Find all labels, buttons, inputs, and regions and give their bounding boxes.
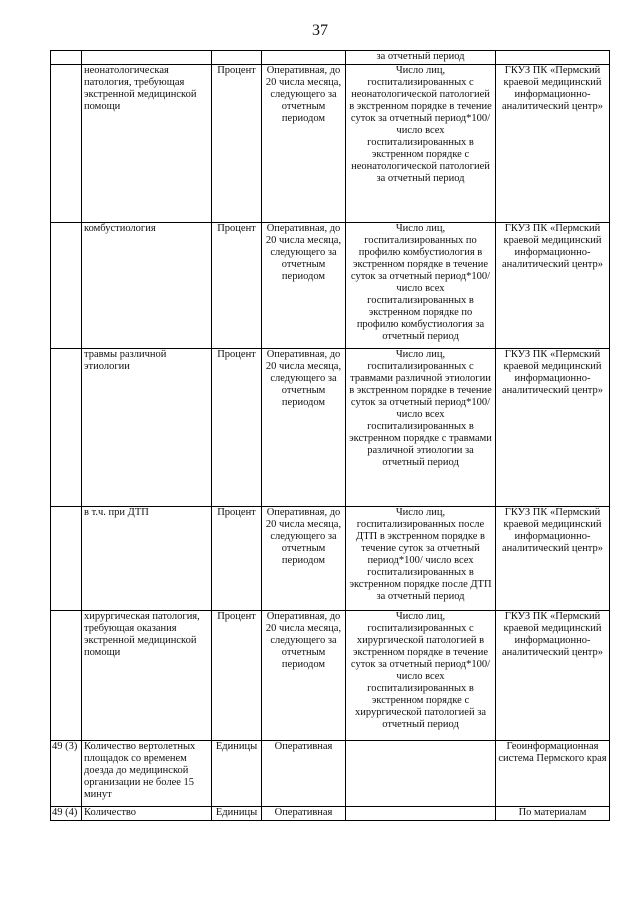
indicators-table	[50, 50, 610, 821]
source-cell: ГКУЗ ПК «Пермский краевой медицинский информационно-аналитический центр»	[496, 223, 610, 349]
table-row-continuation	[51, 51, 610, 65]
source-cell: ГКУЗ ПК «Пермский краевой медицинский информационно-аналитический центр»	[496, 611, 610, 741]
unit-cell: Единицы	[212, 807, 262, 821]
unit-cell: Единицы	[212, 741, 262, 807]
source-cell: Геоинформационная система Пермского края	[496, 741, 610, 807]
indicator-name-cell: Количество	[82, 807, 212, 821]
periodicity-cell: Оперативная, до 20 числа месяца, следующего за отчетным периодом	[262, 611, 346, 741]
table-row	[51, 611, 610, 741]
unit-cell: Процент	[212, 507, 262, 611]
periodicity-cell: Оперативная	[262, 741, 346, 807]
row-number-cell	[51, 223, 82, 349]
indicator-name-cell: Количество вертолетных площадок со временем доезда до медицинской организации не более 15 минут	[82, 741, 212, 807]
unit-cell: Процент	[212, 223, 262, 349]
formula-cell: Число лиц, госпитализированных по профилю комбустиология в экстренном порядке в течение суток за отчетный период*100/ число всех госпитализированных в экстренном порядке по профилю комбустиология за отчетный период	[346, 223, 496, 349]
periodicity-cell: Оперативная, до 20 числа месяца, следующего за отчетным периодом	[262, 223, 346, 349]
continuation-cell: за отчетный период	[346, 51, 496, 65]
source-cell: По материалам	[496, 807, 610, 821]
row-number-cell	[51, 65, 82, 223]
periodicity-cell: Оперативная, до 20 числа месяца, следующего за отчетным периодом	[262, 507, 346, 611]
source-cell: ГКУЗ ПК «Пермский краевой медицинский информационно-аналитический центр»	[496, 349, 610, 507]
formula-cell: Число лиц, госпитализированных с травмами различной этиологии в экстренном порядке в течение суток за отчетный период*100/ число всех госпитализированных в экстренном порядке с травмами различной этиологии за отчетный период	[346, 349, 496, 507]
formula-cell	[346, 741, 496, 807]
formula-cell: Число лиц, госпитализированных с неонатологической патологией в экстренном порядке в течение суток за отчетный период*100/ число всех госпитализированных в экстренном порядке с неонатологической патологией за отчетный период	[346, 65, 496, 223]
table-row	[51, 349, 610, 507]
source-cell: ГКУЗ ПК «Пермский краевой медицинский информационно-аналитический центр»	[496, 507, 610, 611]
row-number-cell	[51, 349, 82, 507]
periodicity-cell: Оперативная, до 20 числа месяца, следующего за отчетным периодом	[262, 349, 346, 507]
row-number-cell	[51, 507, 82, 611]
table-row	[51, 807, 610, 821]
table-row	[51, 507, 610, 611]
formula-cell: Число лиц, госпитализированных с хирургической патологией в экстренном порядке в течение суток за отчетный период*100/число всех госпитализированных в экстренном порядке с хирургической патологией за отчетный период	[346, 611, 496, 741]
indicator-name-cell: хирургическая патология, требующая оказания экстренной медицинской помощи	[82, 611, 212, 741]
row-number-cell: 49 (4)	[51, 807, 82, 821]
source-cell: ГКУЗ ПК «Пермский краевой медицинский информационно-аналитический центр»	[496, 65, 610, 223]
indicator-name-cell: травмы различной этиологии	[82, 349, 212, 507]
formula-cell: Число лиц, госпитализированных после ДТП в экстренном порядке в течение суток за отчетный период*100/ число всех госпитализированных в экстренном порядке после ДТП за отчетный период	[346, 507, 496, 611]
row-number-cell: 49 (3)	[51, 741, 82, 807]
page-number: 37	[312, 22, 328, 39]
indicator-name-cell: комбустиология	[82, 223, 212, 349]
table-row	[51, 741, 610, 807]
table-row	[51, 65, 610, 223]
table-row	[51, 223, 610, 349]
unit-cell: Процент	[212, 65, 262, 223]
unit-cell: Процент	[212, 611, 262, 741]
indicator-name-cell: неонатологическая патология, требующая экстренной медицинской помощи	[82, 65, 212, 223]
periodicity-cell: Оперативная	[262, 807, 346, 821]
row-number-cell	[51, 611, 82, 741]
periodicity-cell: Оперативная, до 20 числа месяца, следующего за отчетным периодом	[262, 65, 346, 223]
unit-cell: Процент	[212, 349, 262, 507]
indicator-name-cell: в т.ч. при ДТП	[82, 507, 212, 611]
formula-cell	[346, 807, 496, 821]
